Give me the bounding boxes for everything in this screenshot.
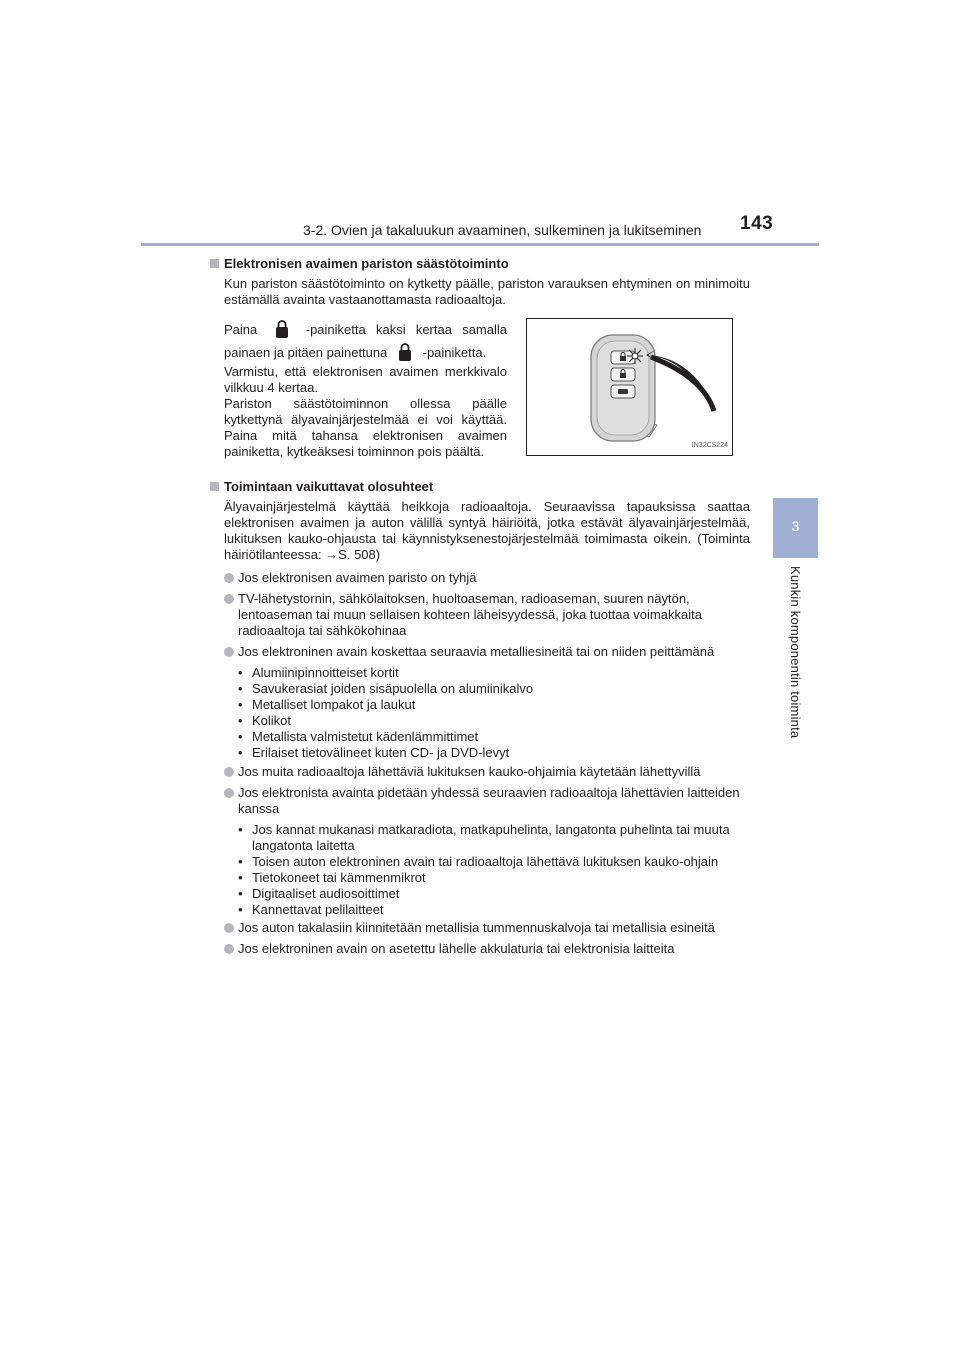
device-item: • Kannettavat pelilaitteet <box>238 902 384 917</box>
list-item: Jos elektronisen avaimen paristo on tyhjä <box>224 570 766 586</box>
battery-saving-heading-text: Elektronisen avaimen pariston säästötoiminto <box>224 256 509 271</box>
header-rule <box>141 243 819 246</box>
device-item: • Toisen auton elektroninen avain tai radioaaltoja lähettävä lukituksen kauko-ohjain <box>238 854 719 869</box>
metal-item: • Alumiinipinnoitteiset kortit <box>238 665 399 680</box>
factors-heading <box>210 479 433 495</box>
device-item: • Jos kannat mukanasi matkaradiota, matkapuhelinta, langatonta puhelinta tai muuta langatonta laitetta <box>238 822 730 853</box>
chapter-side-title: Kunkin komponentin toiminta <box>788 566 803 739</box>
metal-item: • Erilaiset tietovälineet kuten CD- ja DVD-levyt <box>238 745 510 760</box>
section-square-icon <box>210 482 219 491</box>
bullet-dot-icon <box>224 647 234 657</box>
metal-item: • Metalliset lompakot ja laukut <box>238 697 416 712</box>
bullet-dot-icon <box>224 923 234 933</box>
bullet-dot-icon <box>224 944 234 954</box>
figure-code: IN32CS224 <box>691 442 728 449</box>
list-item: Jos elektroninen avain on asetettu lähelle akkulaturia tai elektronisia laitteita <box>224 941 766 957</box>
bullet-dot-icon <box>224 594 234 604</box>
section-title: 3-2. Ovien ja takaluukun avaaminen, sulkeminen ja lukitseminen <box>303 222 702 238</box>
instr-part-3: -painiketta. <box>422 345 487 360</box>
metal-item: • Kolikot <box>238 713 292 728</box>
battery-saving-instruction <box>224 318 507 364</box>
lock-icon <box>268 319 296 339</box>
factors-heading-text: Toimintaan vaikuttavat olosuhteet <box>224 479 434 494</box>
page-number: 143 <box>740 213 774 234</box>
list-item: Jos muita radioaaltoja lähettäviä lukituksen kauko-ohjaimia käytetään lähettyvillä <box>224 764 766 780</box>
instr-part-2: -painiketta kaksi kertaa samalla painaen ja pitäen painettuna <box>224 322 507 360</box>
bullet-dot-icon <box>224 767 234 777</box>
chapter-tab[interactable]: 3 <box>773 498 818 558</box>
metal-item: • Metallista valmistetut kädenlämmittimet <box>238 729 479 744</box>
battery-saving-intro: Kun pariston säästötoiminto on kytketty päälle, pariston varauksen ehtyminen on minimoitu estämällä avainta vastaanottamasta radioaaltoja. <box>224 276 750 307</box>
list-item: Jos auton takalasiin kiinnitetään metallisia tummennuskalvoja tai metallisia esineitä <box>224 920 766 936</box>
factors-intro: Älyavainjärjestelmä käyttää heikkoja radioaaltoja. Seuraavissa tapauksissa saattaa elektronisen avaimen ja auton välillä syntyä häiriöitä, jotka estävät älyavainjärjestelmää, lukituksen kauko-ohjausta tai käynnistyksenestojärjestelmää toimimasta oikein. (Toiminta häiriötilanteessa: →S. 508) <box>224 499 750 562</box>
instr-part-1: Paina <box>224 322 258 337</box>
battery-saving-heading <box>210 256 509 272</box>
smart-key-figure <box>526 318 733 456</box>
battery-saving-verify: Varmistu, että elektronisen avaimen merkkivalo vilkkuu 4 kertaa. <box>224 364 507 395</box>
list-item: Jos elektroninen avain koskettaa seuraavia metalliesineitä tai on niiden peittämänä <box>224 644 766 660</box>
device-item: • Tietokoneet tai kämmenmikrot <box>238 870 426 885</box>
device-item: • Digitaaliset audiosoittimet <box>238 886 400 901</box>
list-item: Jos elektronista avainta pidetään yhdessä seuraavien radioaaltoja lähettävien laitteiden kanssa <box>224 785 766 817</box>
battery-saving-disable: Pariston säästötoiminnon ollessa päälle kytkettynä älyavainjärjestelmää ei voi käyttää. Paina mitä tahansa elektronisen avaimen painiketta, kytkeäksesi toiminnon pois päältä. <box>224 396 507 459</box>
list-item: TV-lähetystornin, sähkölaitoksen, huoltoaseman, radioaseman, suuren näytön, lentoaseman tai muun sellaisen kohteen läheisyydessä, joka tuottaa voimakkaita radioaaltoja tai sähkökohinaa <box>224 591 766 639</box>
lock-icon <box>391 342 419 362</box>
metal-item: • Savukerasiat joiden sisäpuolella on alumiinikalvo <box>238 681 534 696</box>
section-square-icon <box>210 259 219 268</box>
bullet-dot-icon <box>224 788 234 798</box>
bullet-dot-icon <box>224 573 234 583</box>
smart-key-illustration <box>527 319 732 455</box>
